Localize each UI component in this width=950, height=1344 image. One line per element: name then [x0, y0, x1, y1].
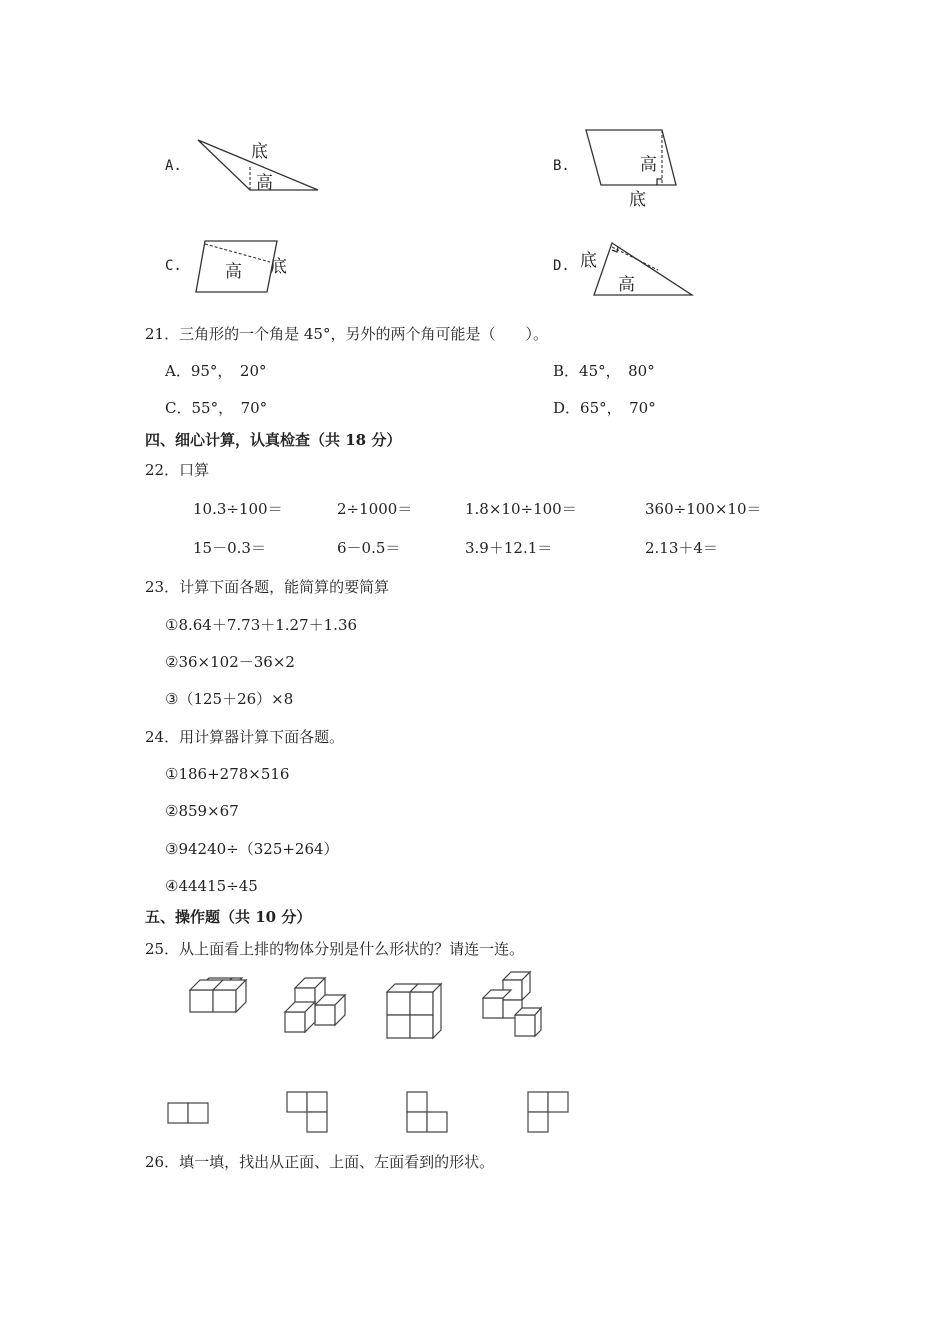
top-view-2[interactable] [287, 1092, 327, 1132]
option-a-letter: A. [165, 158, 182, 174]
q22-item: 2.13＋4＝ [645, 539, 718, 557]
q21-option-d[interactable]: D．65°， 70° [553, 399, 656, 417]
cube-object-3[interactable] [387, 984, 441, 1038]
q21-option-b[interactable]: B．45°， 80° [553, 362, 655, 380]
section-5-heading: 五、操作题（共 10 分） [145, 908, 312, 926]
option-d-letter: D. [553, 258, 570, 274]
q24-item: ①186+278×516 [165, 765, 290, 783]
q24-stem: 24．用计算器计算下面各题。 [145, 728, 345, 746]
figure-a-base-label: 底 [251, 142, 268, 162]
q22-item: 6－0.5＝ [337, 539, 401, 557]
q21-option-c[interactable]: C．55°， 70° [165, 399, 268, 417]
cube-object-2[interactable] [285, 978, 345, 1032]
q20-figures [0, 0, 950, 320]
figure-b-base-label: 底 [629, 190, 646, 210]
figure-c-height-label: 高 [225, 262, 242, 282]
top-view-1[interactable] [168, 1103, 208, 1123]
q22-item: 3.9＋12.1＝ [465, 539, 553, 557]
figure-c-base-label: 底 [270, 257, 287, 277]
figure-b-parallelogram [586, 130, 676, 210]
q22-stem: 22．口算 [145, 461, 210, 479]
q23-item: ③（125＋26）×8 [165, 690, 294, 708]
q24-item: ④44415÷45 [165, 877, 258, 895]
q23-item: ①8.64＋7.73＋1.27＋1.36 [165, 616, 358, 634]
figure-d-height-label: 高 [618, 275, 635, 295]
cube-object-4[interactable] [483, 972, 541, 1036]
option-b-letter: B. [553, 158, 570, 174]
section-4-heading: 四、细心计算，认真检查（共 18 分） [145, 431, 402, 449]
q23-stem: 23．计算下面各题，能简算的要简算 [145, 578, 390, 596]
figure-b-height-label: 高 [640, 155, 657, 175]
option-c-letter: C. [165, 258, 182, 274]
top-view-4[interactable] [528, 1092, 568, 1132]
q23-item: ②36×102－36×2 [165, 653, 295, 671]
q22-item: 10.3÷100＝ [193, 500, 283, 518]
q21-stem: 21．三角形的一个角是 45°，另外的两个角可能是（ ）。 [145, 325, 548, 343]
top-view-3[interactable] [407, 1092, 447, 1132]
q22-item: 15－0.3＝ [193, 539, 266, 557]
figure-a-height-label: 高 [256, 173, 273, 193]
q22-item: 1.8×10÷100＝ [465, 500, 577, 518]
q22-item: 360÷100×10＝ [645, 500, 762, 518]
q21-option-a[interactable]: A．95°， 20° [165, 362, 267, 380]
q25-stem: 25．从上面看上排的物体分别是什么形状的？请连一连。 [145, 940, 525, 958]
q25-figures [0, 960, 950, 1150]
q24-item: ③94240÷（325+264） [165, 840, 339, 858]
q24-item: ②859×67 [165, 802, 239, 820]
figure-a-triangle [198, 140, 318, 193]
q26-stem: 26．填一填，找出从正面、上面、左面看到的形状。 [145, 1153, 495, 1171]
figure-d-triangle [580, 243, 692, 295]
figure-d-base-label: 底 [580, 251, 597, 271]
cube-object-1[interactable] [190, 978, 246, 1012]
q22-item: 2÷1000＝ [337, 500, 413, 518]
figure-c-parallelogram [196, 241, 287, 292]
